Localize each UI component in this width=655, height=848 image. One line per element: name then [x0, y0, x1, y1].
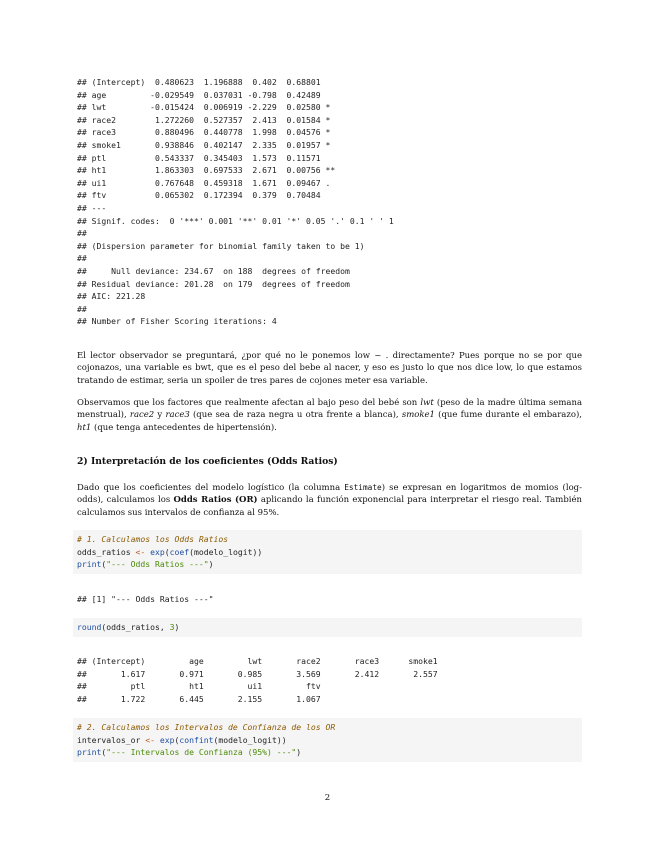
output-line: ## 1.617 0.971 0.985 3.569 2.412 2.557: [77, 668, 438, 679]
output-line: ## ftv 0.065302 0.172394 0.379 0.70484: [77, 190, 321, 201]
coefficients-output: [77, 76, 582, 328]
page-number: 2: [324, 793, 331, 803]
paragraph-significant-factors: Observamos que los factores que realmente afectan al bajo peso del bebé son lwt (peso de la madre última semana menstrual), race2 y race3 (que sea de raza negra u otra frente a blanca), smoke1 (que fume durante el embarazo), ht1 (que tenga antecedentes de hipertensión).: [77, 398, 583, 433]
code-block-round: round(odds_ratios, 3): [73, 618, 582, 637]
var-race2: race2: [129, 410, 155, 421]
var-ht1: ht1: [77, 422, 92, 433]
output-line: ## ui1 0.767648 0.459318 1.671 0.09467 .: [77, 177, 331, 188]
odds-ratios-output: [77, 655, 582, 705]
output-line: ## ---: [77, 202, 107, 213]
output-line: ## (Intercept) 0.480623 1.196888 0.402 0.68801: [77, 77, 321, 87]
output-line: ##: [77, 228, 87, 239]
odds-ratios-header-output: ## [1] "--- Odds Ratios ---": [77, 594, 214, 604]
output-line: ## Residual deviance: 201.28 on 179 degrees of freedom: [77, 278, 350, 289]
output-line: ## Number of Fisher Scoring iterations: 4: [77, 316, 277, 327]
output-line: ## age -0.029549 0.037031 -0.798 0.42489: [77, 89, 321, 100]
output-line: ## ptl ht1 ui1 ftv: [77, 681, 321, 692]
paragraph-odds-ratios-intro: Dado que los coeficientes del modelo logístico (la columna Estimate) se expresan en logaritmos de momios (log-odds), calculamos los Odds Ratios (OR) aplicando la función exponencial para interpretar el riesgo real. También calculamos sus intervalos de confianza al 95%.: [77, 483, 582, 518]
output-line: ## lwt -0.015424 0.006919 -2.229 0.02580 *: [77, 102, 331, 113]
code-block-confint: # 2. Calculamos los Intervalos de Confianza de los OR intervalos_or <- exp(confint(modelo_logit)) print("--- Intervalos de Confianza (95%) ---"): [73, 718, 582, 762]
section-heading: 2) Interpretación de los coeficientes (Odds Ratios): [77, 456, 338, 467]
output-line: ## 1.722 6.445 2.155 1.067: [77, 693, 321, 704]
output-line: ## (Dispersion parameter for binomial family taken to be 1): [77, 240, 365, 251]
output-line: ##: [77, 303, 87, 314]
output-line: ## (Intercept) age lwt race2 race3 smoke1: [77, 656, 438, 666]
bold-odds-ratios: Odds Ratios (OR): [173, 495, 258, 506]
var-smoke1: smoke1: [401, 410, 435, 421]
output-line: ## race3 0.880496 0.440778 1.998 0.04576 *: [77, 127, 331, 138]
code-block-odds-ratios: # 1. Calculamos los Odds Ratios odds_ratios <- exp(coef(modelo_logit)) print("--- Odds Ratios ---"): [73, 530, 582, 574]
paragraph-spoiler-note: El lector observador se preguntará, ¿por qué no le ponemos low ~ . directamente? Pues porque no se por que cojonazos, una variable es bwt, que es el peso del bebe al nacer, y eso es justo lo que nos dice low, lo que estamos tratando de estimar, seria un spoiler de tres pares de cojones meter esa variable.: [77, 351, 582, 386]
output-line: ## smoke1 0.938846 0.402147 2.335 0.01957 *: [77, 139, 331, 150]
output-line: ## AIC: 221.28: [77, 291, 146, 302]
var-lwt: lwt: [420, 398, 434, 408]
output-line: ## Signif. codes: 0 '***' 0.001 '**' 0.01 '*' 0.05 '.' 0.1 ' ' 1: [77, 215, 394, 226]
output-line: ## Null deviance: 234.67 on 188 degrees of freedom: [77, 265, 350, 276]
output-line: ## ht1 1.863303 0.697533 2.671 0.00756 **: [77, 165, 336, 176]
output-line: ## race2 1.272260 0.527357 2.413 0.01584 *: [77, 114, 331, 125]
output-line: ## ptl 0.543337 0.345403 1.573 0.11571: [77, 152, 321, 163]
var-race3: race3: [165, 410, 190, 421]
output-line: ##: [77, 253, 87, 264]
inline-code-estimate: Estimate: [344, 483, 382, 492]
